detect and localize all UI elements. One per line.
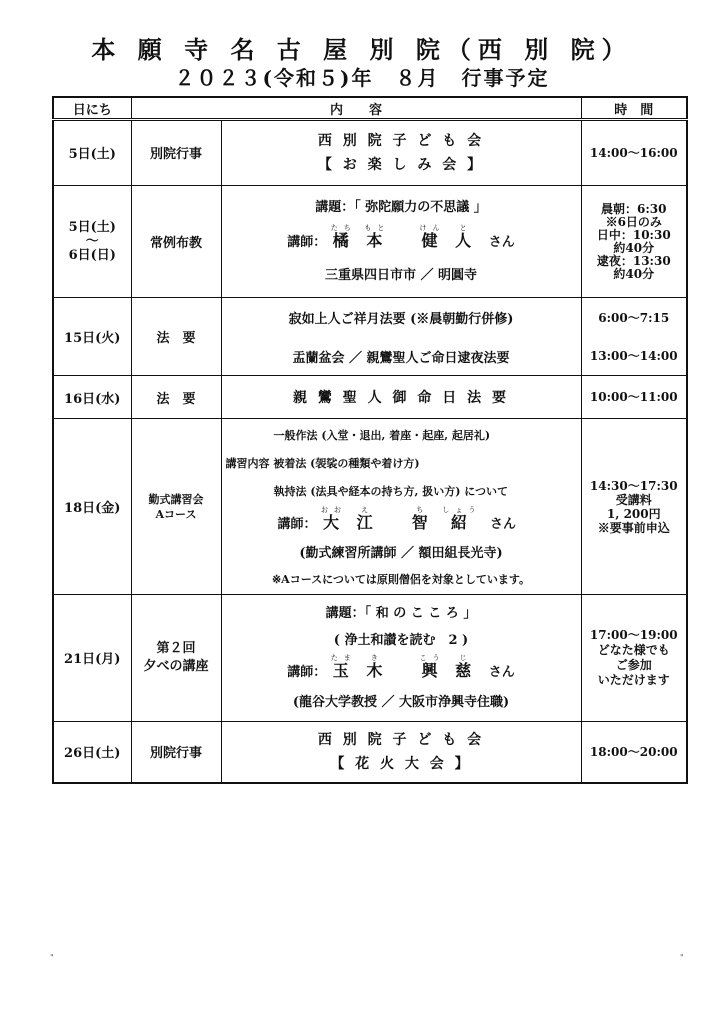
- lecturer-name: 橘たち 本もと 健けん 人と: [330, 223, 478, 250]
- lecturer-affiliation: 三重県四日市市 ／ 明圓寺: [324, 267, 478, 283]
- event-category: 別院行事: [131, 120, 221, 186]
- event-date: 5日(土): [53, 120, 131, 186]
- event-subtitle: 【 花 火 大 会 】: [330, 755, 472, 772]
- column-header-date: 日にち: [53, 97, 131, 120]
- table-row: [53, 120, 687, 186]
- event-content: [221, 120, 581, 186]
- lecturer-affiliation: (勤式練習所講師 ／ 額田組長光寺): [299, 545, 503, 561]
- event-title: 西 別 院 子 ど も 会: [317, 731, 485, 748]
- table-row: [53, 298, 687, 337]
- event-category: 常例布教: [131, 185, 221, 298]
- event-category: 勤式講習会 Aコース: [131, 419, 221, 594]
- lecturer-name: 大おお 江え 智ち 紹しょう: [321, 505, 482, 532]
- lecturer-affiliation: (龍谷大学教授 ／ 大阪市浄興寺住職): [292, 694, 510, 710]
- event-content: [221, 185, 581, 298]
- event-time: 13:00〜14:00: [581, 337, 687, 376]
- column-header-content: 内 容: [131, 97, 581, 120]
- event-date: 18日(金): [53, 419, 131, 594]
- table-row: [53, 721, 687, 783]
- lecturer-name: 玉たま 木き 興こう 慈じ: [330, 653, 478, 680]
- event-content: [221, 721, 581, 783]
- event-content: 親 鸞 聖 人 御 命 日 法 要: [221, 376, 581, 419]
- event-content: 寂如上人ご祥月法要 (※晨朝勤行併修): [221, 298, 581, 337]
- event-time: 14:30〜17:30 受講料 1, 200円 ※要事前申込: [581, 419, 687, 594]
- course-item: 執持法 (法具や経本の持ち方, 扱い方) について: [273, 484, 509, 498]
- event-time: 18:00〜20:00: [581, 721, 687, 783]
- event-date: 15日(火): [53, 298, 131, 376]
- event-time: 14:00〜16:00: [581, 120, 687, 186]
- event-category: 別院行事: [131, 721, 221, 783]
- event-time: 晨朝：6:30 ※6日のみ 日中：10:30 約40分 逮夜：13:30 約40分: [581, 185, 687, 298]
- event-category: 法 要: [131, 298, 221, 376]
- event-content: [221, 594, 581, 721]
- page-title: 本 願 寺 名 古 屋 別 院（西 別 院）: [91, 35, 633, 64]
- lecture-subtopic: ( 浄土和讃を読む 2 ): [333, 632, 469, 648]
- course-item: 講習内容 被着法 (袈裟の種類や着け方): [225, 456, 420, 470]
- corner-mark-left: ": [50, 953, 54, 962]
- lecturer-line: 講師： 大おお 江え 智ち 紹しょう さん: [277, 505, 516, 532]
- event-time: 10:00〜11:00: [581, 376, 687, 419]
- event-date: 16日(水): [53, 376, 131, 419]
- event-title: 西 別 院 子 ど も 会: [317, 132, 485, 149]
- event-category: 第２回 夕べの講座: [131, 594, 221, 721]
- event-date: 21日(月): [53, 594, 131, 721]
- event-category: 法 要: [131, 376, 221, 419]
- lecturer-line: 講師： 橘たち 本もと 健けん 人と さん: [287, 223, 515, 250]
- lecturer-line: 講師： 玉たま 木き 興こう 慈じ さん: [287, 653, 515, 680]
- table-header-row: [53, 97, 687, 120]
- table-row: [53, 185, 687, 298]
- course-item: 一般作法 (入堂・退出, 着座・起座, 起居礼): [273, 428, 491, 442]
- course-note: ※Aコースについては原則僧侶を対象としています。: [271, 572, 531, 586]
- event-subtitle: 【 お 楽 し み 会 】: [317, 156, 485, 173]
- event-time: 6:00〜7:15: [581, 298, 687, 337]
- corner-mark-right: ": [680, 953, 684, 962]
- event-date: 5日(土) 〜 6日(日): [53, 185, 131, 298]
- event-content: [221, 419, 581, 594]
- event-content: 盂蘭盆会 ／ 親鸞聖人ご命日逮夜法要: [221, 337, 581, 376]
- column-header-time: 時 間: [581, 97, 687, 120]
- table-row: [53, 594, 687, 721]
- event-time: 17:00〜19:00 どなた様でも ご参加 いただけます: [581, 594, 687, 721]
- event-date: 26日(土): [53, 721, 131, 783]
- lecture-topic: 講題：「 和 の こ こ ろ 」: [325, 605, 477, 621]
- table-row: [53, 419, 687, 594]
- table-row: [53, 376, 687, 419]
- lecture-topic: 講題：「 弥陀願力の不思議 」: [315, 199, 487, 215]
- page-subtitle: ２０２３(令和５)年 ８月 行事予定: [174, 66, 550, 90]
- event-schedule-table: [52, 96, 688, 784]
